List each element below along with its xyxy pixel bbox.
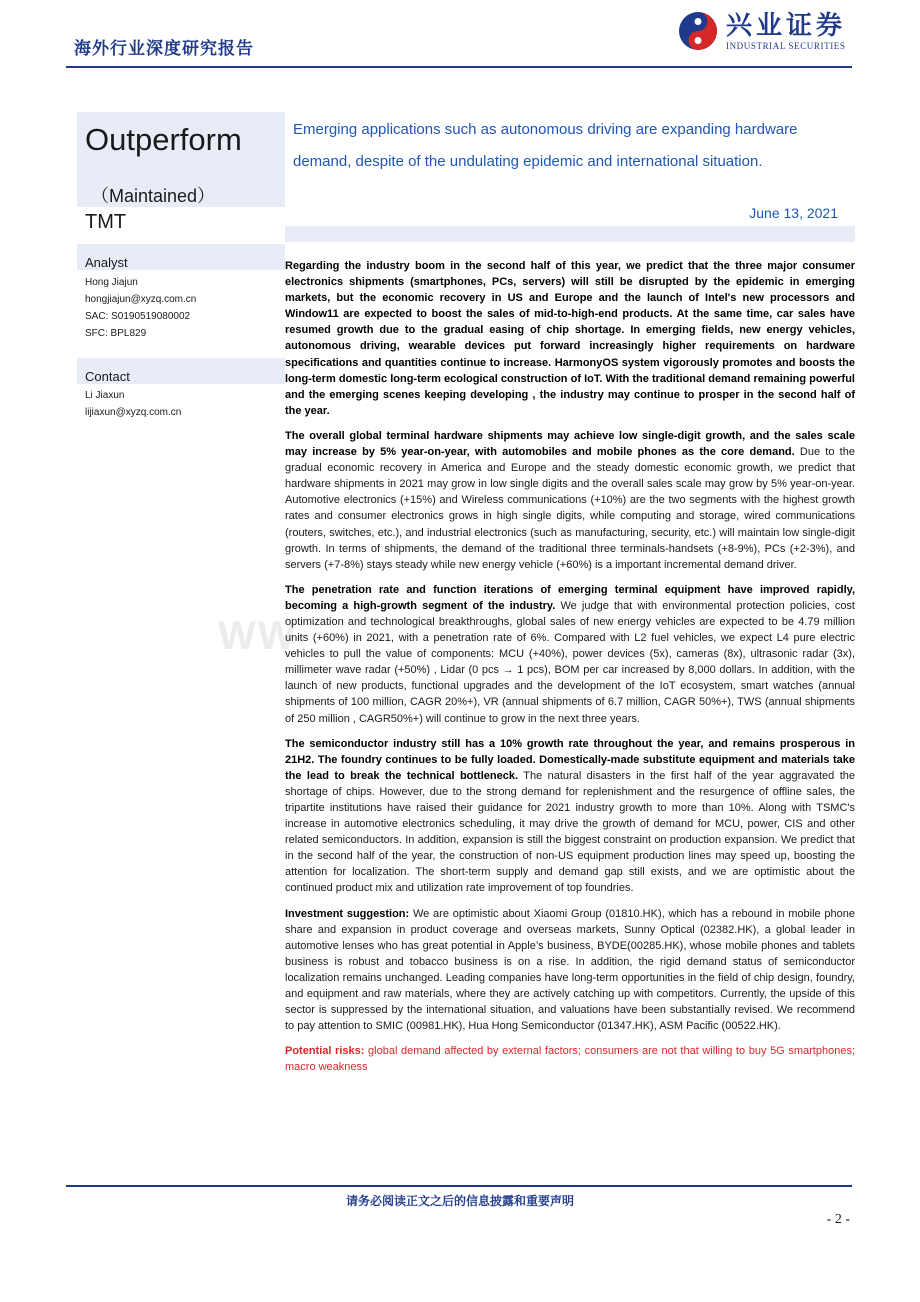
contact-header bbox=[77, 358, 285, 384]
contact-label: Contact bbox=[85, 369, 130, 384]
date-divider-bar bbox=[285, 226, 855, 242]
analyst-info bbox=[85, 274, 196, 342]
risk-text: global demand affected by external factors; consumers are not that willing to buy 5G smartphones; macro weakness bbox=[285, 1045, 855, 1074]
page-number: - 2 - bbox=[826, 1212, 850, 1227]
logo-mark-icon bbox=[678, 11, 718, 51]
paragraph-risks bbox=[285, 1043, 855, 1075]
paragraph-investment bbox=[285, 906, 855, 1035]
footer-disclaimer: 请务必阅读正文之后的信息披露和重要声明 bbox=[345, 1194, 574, 1208]
sector-label: TMT bbox=[85, 211, 127, 233]
paragraph-emerging-lead: The penetration rate and function iterations of emerging terminal equipment have improved rapidly, becoming a high-growth segment of the industry. bbox=[285, 583, 855, 612]
analyst-sfc: SFC: BPL829 bbox=[85, 328, 147, 339]
analyst-label: Analyst bbox=[85, 255, 128, 270]
report-type-title: 海外行业深度研究报告 bbox=[74, 39, 254, 59]
logo-english-name: INDUSTRIAL SECURITIES bbox=[725, 41, 846, 51]
paragraph-semiconductor-text: The natural disasters in the first half of the year aggravated the shortage of chips. However, due to the strong demand for replenishment and the resurgence of offline sales, the tripartite institutions have raised their guidance for 2021 industry growth to more than 10%. Along with TSMC's increase in automotive electronics scheduling, it may drive the growth of demand for MCU, power, CIS and other related semiconductors. In addition, expansion is still the biggest constraint on production expansion. We predict that in the second half of the year, the construction of non-US equipment production lines may speed up, boosting the attention for localization. The short-term supply and demand gap still exists, and we are optimistic about the continued product mix and utilization rate improvement of top foundries. bbox=[285, 769, 855, 895]
rating-box bbox=[77, 112, 285, 207]
report-headline: Emerging applications such as autonomous driving are expanding hardware demand, despite of the undulating epidemic and international situation. bbox=[293, 121, 798, 170]
analyst-name: Hong Jiajun bbox=[85, 277, 138, 288]
report-body bbox=[285, 258, 855, 1085]
paragraph-hardware-text: Due to the gradual economic recovery in America and Europe and the steady domestic economic growth, we predict that hardware shipments in 2021 may grow in low single digits and the overall sales scale may grow by 5% year-on-year. Automotive electronics (+15%) and Wireless communications (+10%) are the two segments with the highest growth rates and consumer electronics grows in high single digits, while computing and storage, wired communications (routers, switches, etc.), and industrial electronics (such as manufacturing, security, etc.) will maintain low single-digit growth. In terms of shipments, the demand of the traditional three terminals-handsets (+8-9%), PCs (+2-3%), and servers (+7-8%) stays steady while new energy vehicle (+60%) is a important incremental demand driver. bbox=[285, 446, 855, 571]
logo-text bbox=[726, 11, 846, 51]
rating-status: （Maintained） bbox=[91, 186, 216, 206]
analyst-header bbox=[77, 244, 285, 270]
paragraph-overview-text: Regarding the industry boom in the second half of this year, we predict that the three major consumer electronics shipments (smartphones, PCs, servers) will still be disrupted by the epidemic in emerging markets, but the economic recovery in US and Europe and the launch of Intel's new processors and Window11 are expected to boost the sales of mid-to-high-end products. At the same time, car sales have resumed growth due to the gradual easing of chip shortage. In emerging fields, new energy vehicles, autonomous driving, wearable devices put forward increasingly higher requirements on hardware specifications and quantities continue to increase. HarmonyOS system vigorously promotes and boosts the long-term domestic long-term ecological construction of IoT. With the traditional demand remaining powerful and the emerging scenes keeping developing , the industry may continue to prosper in the second half of the year. bbox=[285, 260, 855, 417]
analyst-sac: SAC: S0190519080002 bbox=[85, 311, 191, 322]
paragraph-emerging-text: We judge that with environmental protection policies, cost optimization and technological breakthroughs, global sales of new energy vehicles are expected to be 4.79 million units (+60%) in 2021, with a penetration rate of 6%. Compared with L2 fuel vehicles, we expect L4 pure electric vehicles to pull the value of components: MCU (+40%), power devices (5x), cameras (8x), ultrasonic radar (3x), millimeter wave radar (+50%) , Lidar (0 pcs → 1 pcs), BOM per car increased by 8,000 dollars. In addition, with the launch of new products, functional upgrades and the development of the IoT ecosystem, smart watches (annual shipments of 100 million, CAGR 20%+), VR (annual shipments of 6.7 million, CAGR 50%+), TWS (annual shipments of 250 million , CAGR50%+) will continue to grow in the next three years. bbox=[285, 599, 855, 725]
footer-divider bbox=[66, 1185, 852, 1187]
paragraph-hardware bbox=[285, 428, 855, 573]
contact-name: Li Jiaxun bbox=[85, 390, 125, 401]
company-logo bbox=[678, 8, 846, 54]
page-header bbox=[66, 0, 852, 68]
risk-label: Potential risks: bbox=[285, 1045, 365, 1058]
contact-email: lijiaxun@xyzq.com.cn bbox=[85, 407, 182, 418]
analyst-email: hongjiajun@xyzq.com.cn bbox=[85, 294, 197, 305]
logo-chinese-name: 兴业证券 bbox=[725, 11, 846, 41]
rating-value: Outperform bbox=[85, 122, 242, 157]
paragraph-semiconductor bbox=[285, 736, 855, 897]
watermark: WW bbox=[218, 614, 298, 658]
paragraph-overview bbox=[285, 258, 855, 419]
paragraph-investment-lead: Investment suggestion: bbox=[285, 907, 410, 920]
paragraph-investment-text: We are optimistic about Xiaomi Group (01810.HK), which has a rebound in mobile phone share and expansion in product coverage and overseas markets, Sunny Optical (02382.HK), a global leader in automotive lenses who has great potential in Apple’s business, BYDE(00285.HK), whose mobile phones and tablets business is robust and tobacco business is on a rise. In addition, the rigid demand status of semiconductor localization remains unchanged. Leading companies have long-term opportunities in the field of chip design, foundry, and equipment and raw materials, where they are actively catching up with competitors. Currently, the upside of this sector is suppressed by the international situation, and valuations have been substantially revised. We recommend to pay attention to SMIC (00981.HK), Hua Hong Semiconductor (01347.HK), ASM Pacific (00522.HK). bbox=[285, 907, 855, 1033]
contact-info bbox=[85, 387, 181, 421]
paragraph-emerging bbox=[285, 582, 855, 727]
report-date: June 13, 2021 bbox=[749, 205, 838, 221]
paragraph-semiconductor-lead: The semiconductor industry still has a 10% growth rate throughout the year, and remains prosperous in 21H2. The foundry continues to be fully loaded. Domestically-made substitute equipment and materials take the lead to break the technical bottleneck. bbox=[285, 737, 855, 782]
paragraph-hardware-lead: The overall global terminal hardware shipments may achieve low single-digit growth, and the sales scale may increase by 5% year-on-year, with automobiles and mobile phones as the core demand. bbox=[285, 429, 855, 459]
